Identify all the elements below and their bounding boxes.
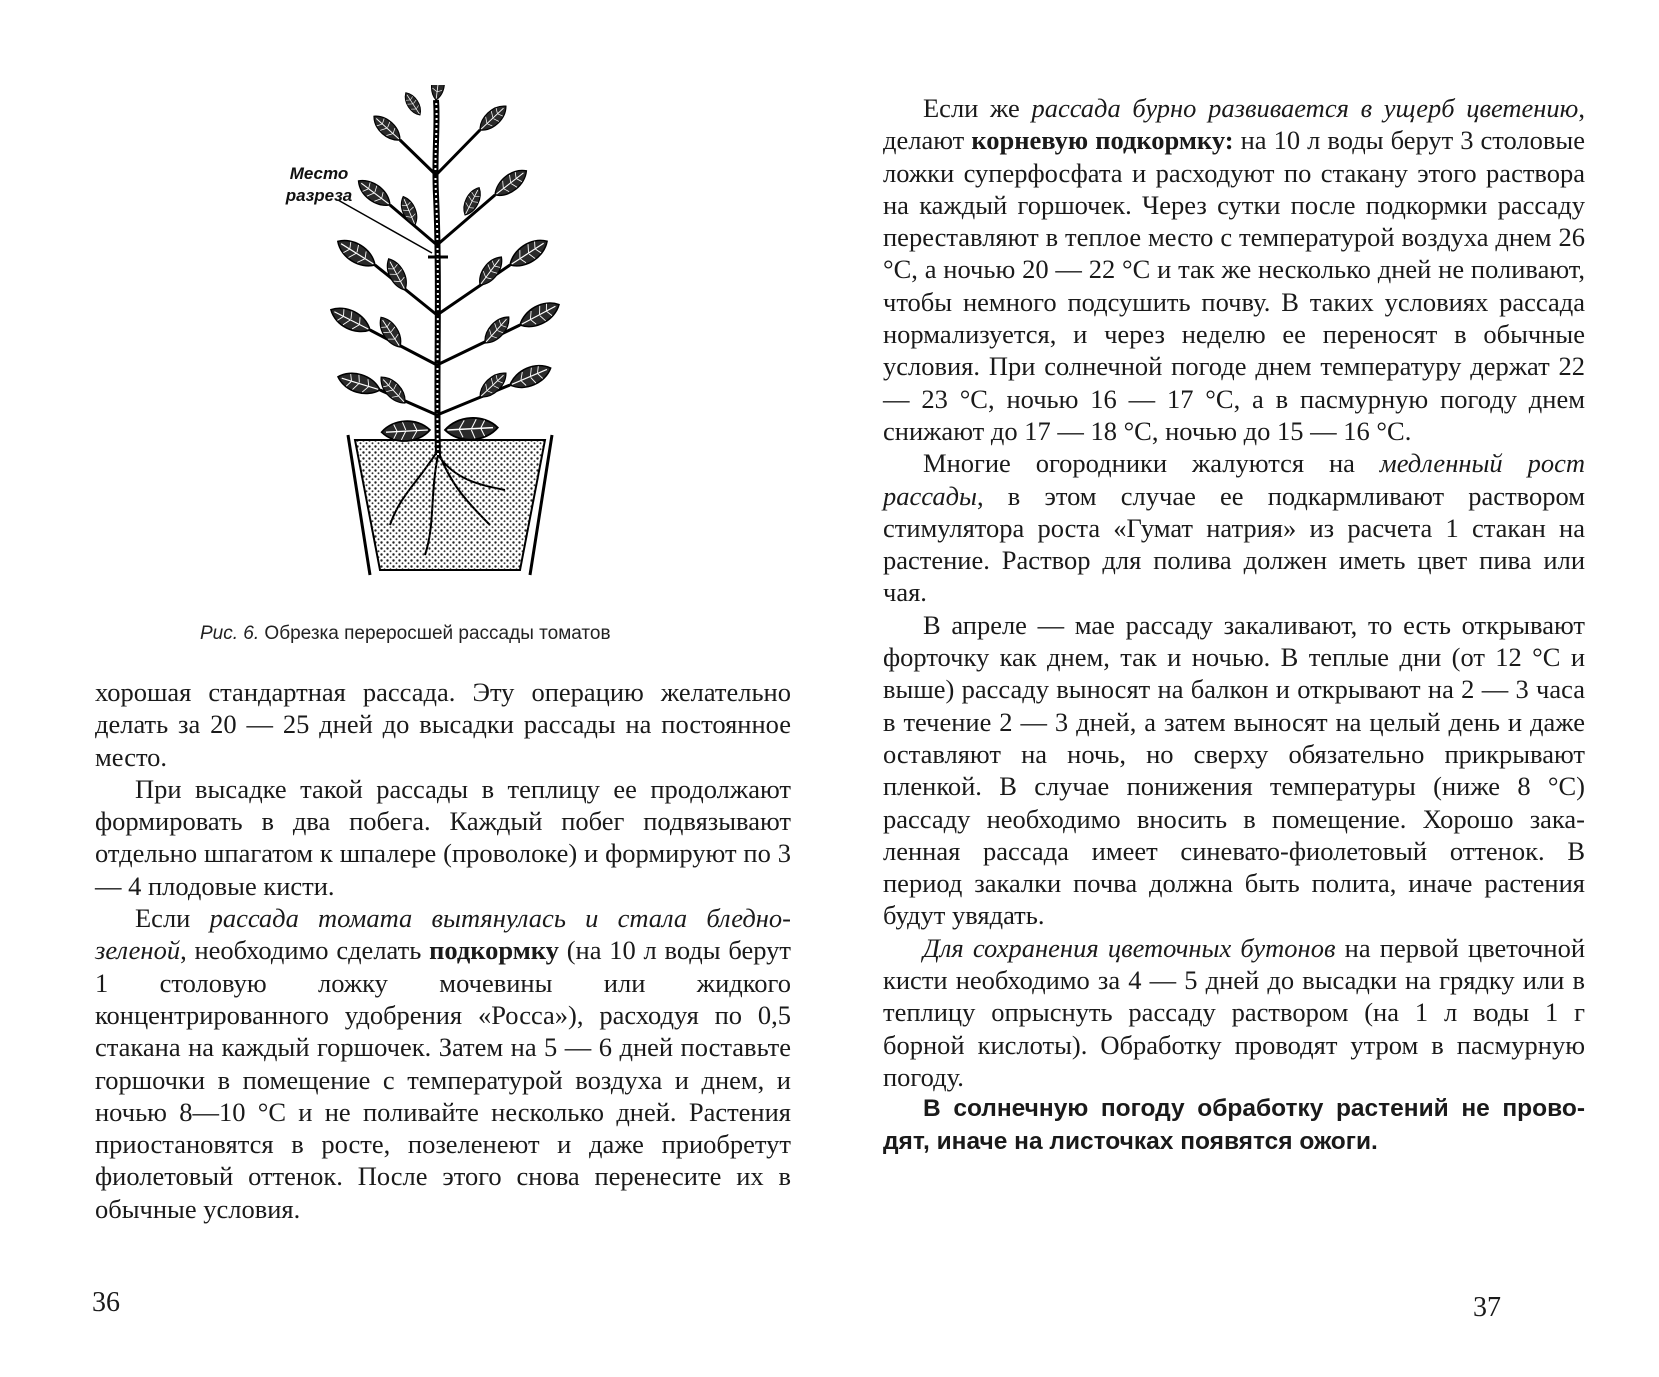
right-page <box>829 0 1659 1377</box>
paragraph: При высадке такой рассады в теплицу ее продолжают формировать в два побега. Каждый побег подвязывают отдельно шпагатом к шпалере (проволоке) и формируют по 3 — 4 плодовые кисти. <box>95 773 791 901</box>
figure-caption-text: Обрезка переросшей рассады томатов <box>259 623 611 644</box>
paragraph: Если же рассада бурно развивается в ущерб цветению, делают корневую подкормку: на 10 л воды берут 3 столовые ложки суперфосфата и расходуют по стакану этого раствора на каждый горшочек. Через сутки после подкормки рассаду переставляют в теплое место с температурой воздуха днем 26 °С, а ночью 20 — 22 °С и так же несколько дней не поливают, чтобы немного подсушить почву. В таких условиях рассада нормализуется, и через неделю ее переносят в обычные условия. При солнечной погоде днем температуру держат 22 — 23 °С, ночью 16 — 17 °С, а в пасмурную погоду днем снижают до 17 — 18 °С, ночью до 15 — 16 °С. <box>883 93 1585 446</box>
left-page-body <box>95 676 791 1225</box>
cut-label-line1: Место <box>289 164 349 183</box>
paragraph: Если рассада томата вытянулась и стала бледно-зеленой, необходимо сделать подкормку (на 10 л воды берут 1 столовую ложку мочевины или жидкого концентрированного удобрения «Росса»), расходуя по 0,5 стакана на каждый горшочек. Затем на 5 — 6 дней поставьте горшочки в помещение с температурой воздуха и днем, и ночью 8—10 °С и не поливайте несколько дней. Растения приостановятся в росте, позеленеют и даже приобретут фиолетовый оттенок. После этого снова перенесите их в обычные условия. <box>95 903 791 1224</box>
figure-caption <box>200 623 700 645</box>
italic-phrase: медленный рост рассады <box>883 448 1585 511</box>
paragraph: Многие огородники жалуются на медленный рост рассады, в этом случае ее подкармливают раствором стимулятора роста «Гумат натрия» из расчета 1 стакан на растение. Раствор для полива должен иметь цвет пива или чая. <box>883 448 1585 608</box>
bold-warning-paragraph: В солнечную погоду обработку растений не проводят, иначе на листочках появятся ожоги. <box>883 1095 1585 1155</box>
tomato-seedling-illustration <box>320 85 580 615</box>
bold-term: подкормку <box>429 935 559 966</box>
tomato-plant-drawing <box>320 85 580 615</box>
italic-phrase: рассада томата вытянулась и стала бледно-зеленой <box>95 903 791 966</box>
cut-place-label <box>280 163 358 207</box>
italic-phrase: Для сохранения цветочных бутонов <box>923 932 1336 963</box>
paragraph: Для сохранения цветочных бутонов на первой цветочной кисти необходимо за 4 — 5 дней до высадки на грядку или в теплицу опрыснуть рассаду раствором (на 1 л воды 1 г борной кислоты). Обработку проводят утром в пасмурную погоду. <box>883 932 1585 1092</box>
bold-term: корневую подкормку: <box>971 125 1234 156</box>
page-number: 36 <box>92 1287 120 1318</box>
figure-number: Рис. 6. <box>200 623 260 644</box>
paragraph: хорошая стандартная рассада. Эту операцию желательно делать за 20 — 25 дней до высадки рассады на постоянное место. <box>95 677 791 772</box>
left-page <box>0 0 829 1377</box>
page-number: 37 <box>1473 1292 1501 1323</box>
paragraph: В апреле — мае рассаду закаливают, то есть открывают форточку как днем, так и ночью. В теплые дни (от 12 °С и выше) рассаду выносят на балкон и открывают на 2 — 3 часа в течение 2 — 3 дней, а затем выносят на целый день и даже оставляют на ночь, но сверху обязательно прикрывают пленкой. В случае понижения температуры (ниже 8 °С) рассаду необходимо вносить в помещение. Хорошо закаленная рассада имеет синевато-фиолетовый оттенок. В период закалки почва должна быть полита, иначе растения будут увядать. <box>883 609 1585 931</box>
cut-label-line2: разреза <box>285 186 353 205</box>
right-page-body <box>883 92 1585 1158</box>
italic-phrase: рассада бурно развивается в ущерб цветению <box>1031 93 1579 123</box>
